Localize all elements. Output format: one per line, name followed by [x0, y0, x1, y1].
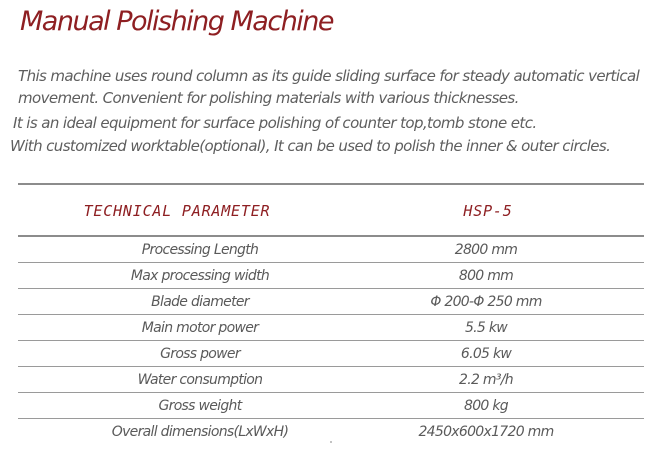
row-value: 6.05 kw [460, 346, 512, 362]
row-label: Processing Length [141, 242, 259, 258]
table-top-rule [18, 183, 644, 185]
row-label: Water consumption [137, 372, 263, 388]
row-value: Φ 200-Φ 250 mm [430, 294, 542, 310]
description-line-1: This machine uses round column as its guide sliding surface for steady automatic vertical [18, 67, 640, 85]
description-line-3: It is an ideal equipment for surface polishing of counter top,tomb stone etc. [13, 114, 537, 132]
row-label: Gross weight [158, 398, 242, 414]
row-value: 2450x600x1720 mm [418, 424, 554, 440]
row-label: Gross power [160, 346, 240, 362]
row-value: 800 kg [464, 398, 508, 414]
row-label: Overall dimensions(LxWxH) [111, 424, 289, 440]
stray-dot [330, 441, 332, 443]
row-label: Main motor power [141, 320, 259, 336]
header-parameter: TECHNICAL PARAMETER [83, 202, 271, 220]
row-value: 800 mm [458, 268, 514, 284]
row-label: Max processing width [130, 268, 270, 284]
header-model: HSP-5 [463, 202, 513, 220]
row-value: 2.2 m³/h [459, 372, 513, 388]
description-line-4: With customized worktable(optional), It can be used to polish the inner & outer circles. [10, 137, 611, 155]
page-title: Manual Polishing Machine [20, 6, 334, 37]
row-label: Blade diameter [151, 294, 249, 310]
row-value: 5.5 kw [464, 320, 508, 336]
description-line-2: movement. Convenient for polishing materials with various thicknesses. [18, 89, 519, 107]
row-value: 2800 mm [454, 242, 518, 258]
